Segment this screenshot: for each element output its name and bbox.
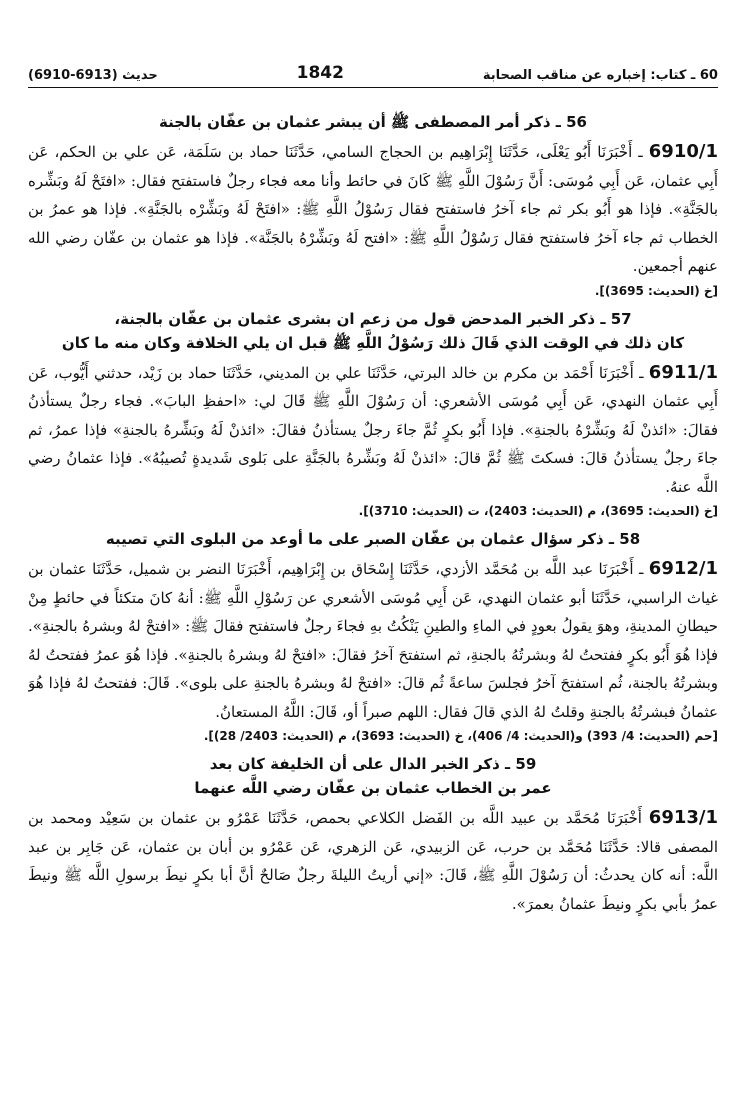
page-number: 1842: [296, 63, 344, 83]
hadith-text: ـ أَخْبَرَنَا أَحْمَد بن مكرم بن خالد البرتي، حَدَّثَنَا علي بن المديني، حَدَّثَنَا حماد بن زَيْد، حدثني أَيُّوب، عَن أَبِي عثمان النهدي، عَن أَبِي مُوسَى الأشعري: أن رَسُوْلَ اللَّهِ ﷺ قَالَ لي: «احفظِ البابَ». فجاء رجلٌ يستأذنُ فقالَ: «ائذنْ لَهُ وبَشِّرْهُ بالجنةِ». فإذا أَبُو بكرٍ ثُمَّ جاءَ رجلٌ يستأذنُ فقالَ: «ائذنْ لَهُ وبَشِّرهُ بالجنةِ» فإذا عمرُ، ثم جاءَ رجلٌ يستأذنُ قالَ: فسكتَ ﷺ ثُمَّ قالَ: «ائذنْ لَهُ وبَشِّرهُ بالجَنَّةِ على بَلوى شَديدةٍ تُصيبُهُ». فإذا عثمانُ رضي اللَّه عنهُ.: [28, 363, 718, 496]
hadith-6911: [28, 359, 718, 502]
hadith-text: أَخْبَرَنَا مُحَمَّد بن عبيد اللَّه بن الفَضل الكلاعي بحمص، حَدَّثَنَا عَمْرُو بن عثمان بن سَعِيْد ومحمد بن المصفى قالا: حَدَّثَنَا مُحَمَّد بن حرب، عَن الزبيدي، عَن الزهري، عَن عَمْرُو بن أبان بن عثمان، عَن جَابِر بن عبد اللَّه: أنه كان يحدثُ: أن رَسُوْلَ اللَّهِ ﷺ، قَالَ: «إني أريتُ الليلةَ رجلٌ صَالحٌ أنَّ أبا بكرٍ نيطَ برسولِ اللَّه ﷺ ونيطَ عمرُ بأبي بكرٍ ونيطَ عثمانُ بعمرَ».: [28, 809, 718, 913]
chapter-heading-56: [28, 110, 718, 134]
book-chapter-title: 60 ـ كتاب: إخباره عن مناقب الصحابة: [482, 68, 718, 83]
chapter-heading-line: 59 ـ ذكر الخبر الدال على أن الخليفة كان بعد: [209, 755, 537, 773]
hadith-6913: [28, 804, 718, 918]
hadith-reference: [حم (الحديث: 4/ 393) و(الحديث: 4/ 406)، خ (الحديث: 3693)، م (الحديث: 2403/ 28)].: [203, 729, 718, 743]
chapter-heading-57: [28, 307, 718, 355]
hadith-6910: [28, 138, 718, 281]
page-content: [28, 104, 718, 1103]
hadith-reference: [خ (الحديث: 3695)، م (الحديث: 2403)، ت (الحديث: 3710)].: [358, 504, 718, 518]
page-header: [28, 52, 718, 88]
hadith-number: 6912/1: [648, 558, 718, 579]
hadith-number: 6910/1: [648, 141, 718, 162]
hadith-reference: [خ (الحديث: 3695)].: [594, 283, 718, 298]
hadith-range: (6910-6913) حديث: [28, 68, 158, 83]
chapter-heading-line: 57 ـ ذكر الخبر المدحض قول من زعم ان بشرى عثمان بن عفّان بالجنة،: [114, 309, 632, 328]
hadith-number: 6911/1: [648, 361, 718, 383]
chapter-heading-line: عمر بن الخطاب عثمان بن عفّان رضي اللَّه عنهما: [194, 779, 552, 797]
hadith-text: ـ أَخْبَرَنَا عبد اللَّه بن مُحَمَّد الأزدي، حَدَّثَنَا إِسْحَاق بن إِبْرَاهِيم، أَخْبَرَنَا النضر بن شميل، حَدَّثَنَا عثمان بن غياث الراسبي، حَدَّثَنَا أبو عثمان النهدي، عَن أَبِي مُوسَى الأشعري عن رَسُوْلِ اللَّهِ ﷺ: أنهُ كانَ متكئاً في حائطٍ مِنْ حيطانِ المدينةِ، وهوَ يقولُ بعودٍ في الماءِ والطينِ يَنْكُتُ بهِ فجاءَ رجلٌ فاستفتح فقالَ ﷺ: «افتحْ لهُ وبشرهُ بالجنةِ». فإذا هُوَ أَبُو بكرٍ ففتحتُ لهُ وبشرتُهُ بالجنةِ، ثم استفتحَ آخرُ فقالَ: «افتحْ لهُ وبشرهُ بالجنةِ». فإذا هُوَ عمرُ ففتحتُ لهُ وبشرتُهُ بالجنة، ثُم استفتحَ آخرُ فجلسَ ساعةً ثُم قالَ: «افتحْ لهُ وبشرهُ بالجنةِ على بلوى». قَالَ: ففتحتُ لهُ فإذا هُوَ عثمانُ فبشرتُهُ بالجنةِ وقلتُ لهُ الذي قالَ فقال: اللهم صبراً أو، قَالَ: اللَّهُ المستعانُ.: [28, 560, 718, 721]
hadith-6912: [28, 555, 718, 726]
chapter-heading-59: [28, 752, 718, 800]
chapter-heading-line: 58 ـ ذكر سؤال عثمان بن عفّان الصبر على ما أوعد من البلوى التي تصيبه: [105, 530, 641, 548]
chapter-heading-58: [28, 527, 718, 551]
chapter-heading-line: 56 ـ ذكر أمر المصطفى ﷺ أن يبشر عثمان بن عفّان بالجنة: [159, 113, 587, 131]
chapter-heading-line: كان ذلك في الوقت الذي قَالَ ذلك رَسُوْلُ اللَّهِ ﷺ قبل ان يلي الخلافة وكان منه ما كان: [61, 333, 685, 352]
hadith-text: ـ أَخْبَرَنَا أَبُو يَعْلَى، حَدَّثَنَا إِبْرَاهِيم بن الحجاج السامي، حَدَّثَنَا حماد بن سَلَمَة، عَن علي بن الحكم، عَن أَبِي عثمان، عَن أَبِي مُوسَى: أَنَّ رَسُوْلَ اللَّهِ ﷺ كَانَ في حائط وأنا معه فجاء رجلٌ فاستفتح فقال: «افتَحْ لَهُ وبَشِّره بالجَنَّةِ». فإذا هو أَبُو بكر ثم جاء آخرُ فاستفتح فقال رَسُوْلُ اللَّهِ ﷺ: «افتَحْ لَهُ وبَشِّرْه بالجَنَّةِ». فإذا هو عمرُ بن الخطاب ثم جاء آخرُ فاستفتح فقال رَسُوْلُ اللَّهِ ﷺ: «افتح لَهُ وبَشِّرْهُ بالجَنَّة». فإذا هو عثمان بن عفّان رضي الله عنهم أجمعين.: [28, 143, 718, 275]
hadith-number: 6913/1: [648, 807, 718, 828]
